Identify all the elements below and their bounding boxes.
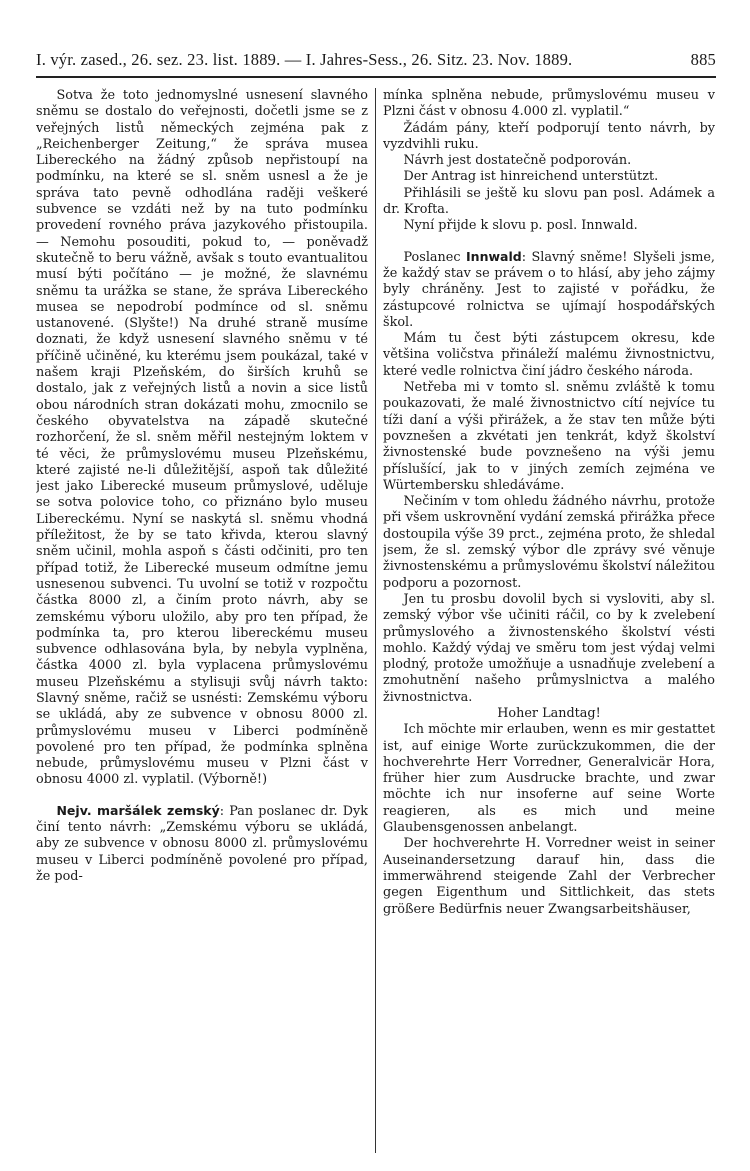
left-column — [36, 88, 368, 1153]
speaker-name: Innwald — [466, 248, 522, 264]
header-title: I. výr. zased., 26. sez. 23. list. 1889. — I. Jahres-Sess., 26. Sitz. 23. Nov. 1889. — [36, 50, 573, 69]
paragraph: Netřeba mi v tomto sl. sněmu zvláště k tomu poukazovati, že malé živnostnictvo cítí nejvíce tu tíži daní a výši přirážek, a že stav ten může býti povznešen a zkvétati jen tenkrát, když školství živnostenské bude povznešeno na výši jemu příslušící, jak to v jiných zemích zejména ve Würtembersku shledáváme. — [383, 380, 715, 493]
paragraph-gap — [383, 235, 715, 249]
right-column — [383, 88, 715, 1153]
running-header — [36, 46, 716, 78]
paragraph — [383, 249, 715, 331]
paragraph — [36, 803, 368, 885]
paragraph: Der Antrag ist hinreichend unterstützt. — [403, 169, 659, 185]
speaker-prefix: Poslanec — [403, 249, 467, 265]
speaker-name: Nejv. maršálek zemský — [56, 802, 220, 818]
text-columns — [36, 88, 716, 1153]
paragraph: Nyní přijde k slovu p. posl. Innwald. — [403, 218, 638, 234]
document-page — [36, 46, 716, 1156]
paragraph: Žádám pány, kteří podporují tento návrh, by vyzdvihli ruku. — [383, 120, 715, 152]
paragraph: Jen tu prosbu dovolil bych si vysloviti, aby sl. zemský výbor vše učiniti ráčil, co by k zvelebení průmyslového a živnostenského školství vésti mohlo. Každý výdaj ve směru tom jest výdaj velmi plodný, protože umožňuje a usnadňuje zvelebení a zmohutnění našeho průmyslnictva a malého živnostnictva. — [383, 591, 715, 705]
speech-text: : Slavný sněme! Slyšeli jsme, že každý stav se právem o to hlásí, aby jeho zájmy byly chráněny. Jest to zajisté v pořádku, že zástupcové rolnictva se ujímají hospodářských škol. — [383, 249, 715, 330]
paragraph: Hoher Landtag! — [497, 705, 601, 721]
column-divider — [375, 88, 376, 1153]
speech-text: : Pan poslanec dr. Dyk činí tento návrh: „Zemskému výboru se ukládá, aby ze subvence v obnosu 8000 zl. průmyslovému museu v Liberci podmíněně povolené pro případ, že pod- — [36, 803, 368, 884]
paragraph: Ich möchte mir erlauben, wenn es mir gestattet ist, auf einige Worte zurückzukommen, die der hochverehrte Herr Vorredner, Generalvicär Hora, früher hier zum Ausdrucke brachte, und zwar möchte ich nur insoferne auf seine Worte reagieren, als es mich und meine Glaubensgenossen anbelangt. — [383, 722, 715, 836]
paragraph: Sotva že toto jednomyslné usnesení slavného sněmu se dostalo do veřejnosti, dočetli jsme se z veřejných listů německých zejména pak z „Reichenberger Zeitung,“ že správa musea Libereckého na žádný způsob nepřistoupí na podmínku, na které se sl. sněm usnesl a že je správa tato pevně odhodlána raději veškeré subvence se vzdáti než by na tuto podmínku provedení rovného práva jazykového přistoupila. — Nemohu posouditi, pokud to, — poněvadž skutečně to beru vážně, avšak s touto evantualitou musí býti počítáno — je možné, že slavnému sněmu ta urážka se stane, že správa Libereckého musea se nepodrobí podmínce od sl. sněmu ustanovené. (Slyšte!) Na druhé straně musíme doznati, že když usnesení slavného sněmu v té příčině učiněné, ku kterému jsem poukázal, také v našem kraji Plzeňském, do širších kruhů se dostalo, jak z veřejných listů a novin a sice listů obou národních stran dokázati mohu, zmocnilo se českého obyvatelstva na západě skutečné rozhorčení, že sl. sněm měřil nestejným loktem v té věci, že průmyslovému museu Plzeňskému, které zajisté ne-li důležitější, aspoň tak důležité jest jako Liberecké museum průmyslové, uděluje se sotva polovice toho, co přiznáno bylo museu Libereckému. Nyní se naskytá sl. sněmu vhodná příležitost, že by se tato křivda, kterou slavný sněm učinil, mohla aspoň s části odčiniti, pro ten případ totiž, že Liberecké museum odmítne jemu usnesenou subvenci. Tu uvolní se totiž v rozpočtu částka 8000 zl, a činím proto návrh, aby se zemskému výboru uložilo, aby pro ten případ, že podmínka ta, pro kterou libereckému museu subvence odhlasována byla, by nebyla vyplněna, částka 4000 zl. byla vyplacena průmyslovému museu Plzeňskému a stylisuji svůj návrh takto: Slavný sněme, račiž se usnésti: Zemskému výboru se ukládá, aby ze subvence v obnosu 8000 zl. průmyslovému museu v Liberci podmíněně povolené pro ten případ, že podmínka splněna nebude, průmyslovému museu v Plzni část v obnosu 4000 zl. vyplatil. (Výborně!) — [36, 88, 368, 788]
paragraph: Přihlásili se ještě ku slovu pan posl. Adámek a dr. Krofta. — [383, 185, 715, 218]
paragraph: Der hochverehrte H. Vorredner weist in seiner Auseinandersetzung darauf hin, dass die immerwährend steigende Zahl der Verbrecher gegen Eigenthum und Sittlichkeit, das stets größere Bedürfnis neuer Zwangsarbeitshäuser, — [383, 836, 715, 917]
paragraph: mínka splněna nebude, průmyslovému museu v Plzni část v obnosu 4.000 zl. vyplatil.“ — [383, 88, 715, 120]
paragraph: Návrh jest dostatečně podporován. — [403, 153, 632, 169]
page-number: 885 — [690, 50, 716, 69]
paragraph-gap — [36, 789, 368, 803]
paragraph: Nečiním v tom ohledu žádného návrhu, protože při všem uskrovnění vydání zemská přirážka přece dostoupila výše 39 prct., zejména proto, že shledal jsem, že sl. zemský výbor dle zprávy své věnuje živnostenskému a průmyslovému školství náležitou podporu a pozornost. — [383, 494, 715, 591]
paragraph: Mám tu čest býti zástupcem okresu, kde většina voličstva přináleží malému živnostnictvu, které vedle rolnictva činí jádro českého národa. — [383, 331, 715, 379]
